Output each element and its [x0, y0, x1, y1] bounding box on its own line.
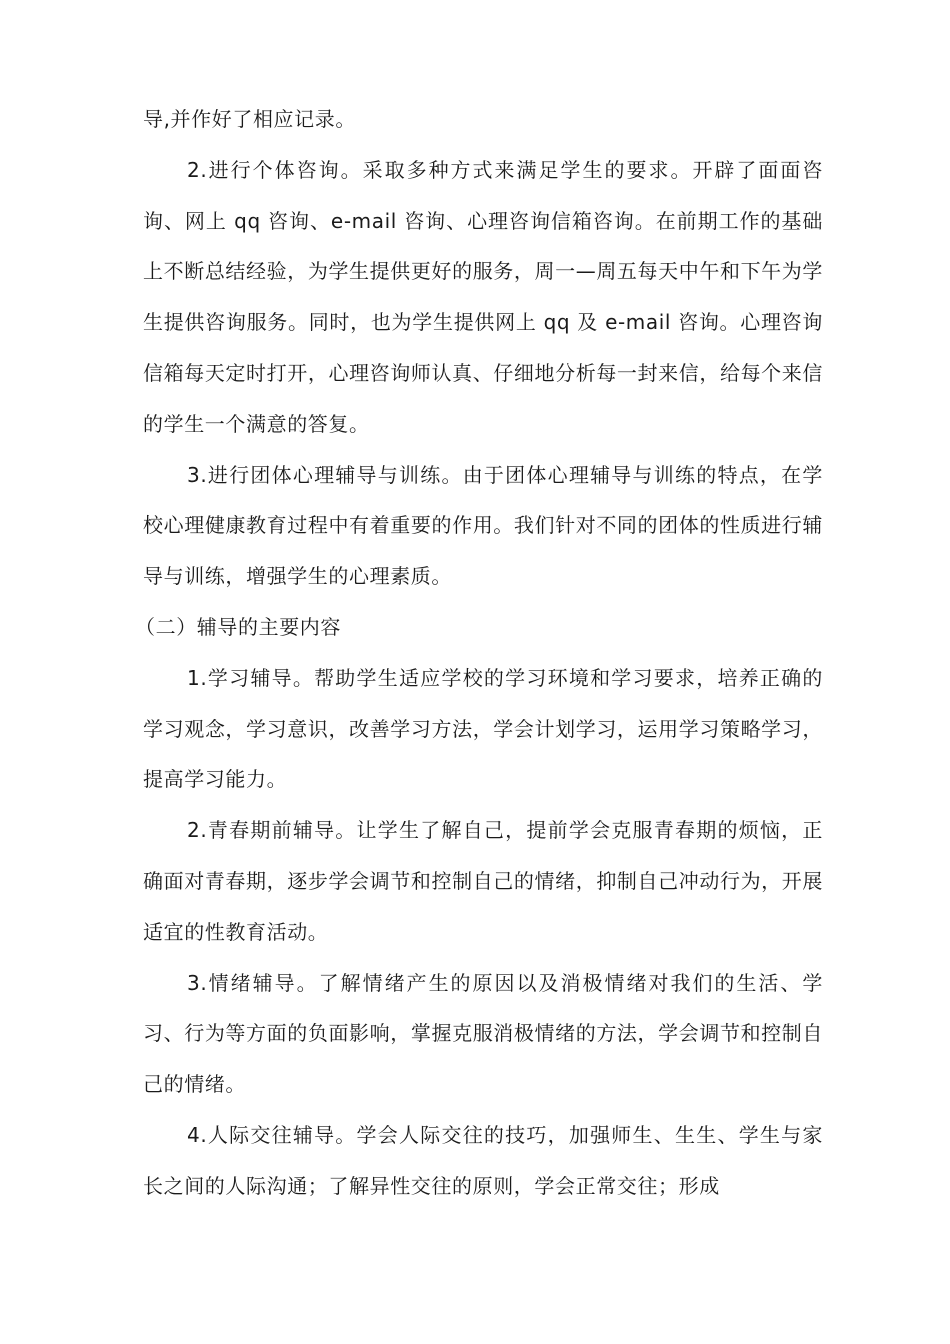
paragraph-interpersonal-guidance: 4.人际交往辅导。学会人际交往的技巧，加强师生、生生、学生与家长之间的人际沟通；了解异性交往的原则，学会正常交往；形成 [143, 1122, 823, 1198]
section-heading-main-content: （二）辅导的主要内容 [135, 614, 341, 639]
paragraph-individual-counseling: 2.进行个体咨询。采取多种方式来满足学生的要求。开辟了面面咨询、网上 qq 咨询、e-mail 咨询、心理咨询信箱咨询。在前期工作的基础上不断总结经验，为学生提供更好的服务，周一—周五每天中午和下午为学生提供咨询服务。同时，也为学生提供网上 qq 及 e-mail 咨询。心理咨询信箱每天定时打开，心理咨询师认真、仔细地分析每一封来信，给每个来信的学生一个满意的答复。 [143, 157, 823, 436]
paragraph-emotion-guidance: 3.情绪辅导。了解情绪产生的原因以及消极情绪对我们的生活、学习、行为等方面的负面影响，掌握克服消极情绪的方法，学会调节和控制自己的情绪。 [143, 970, 823, 1097]
paragraph-group-counseling: 3.进行团体心理辅导与训练。由于团体心理辅导与训练的特点，在学校心理健康教育过程中有着重要的作用。我们针对不同的团体的性质进行辅导与训练，增强学生的心理素质。 [143, 462, 823, 589]
paragraph-study-guidance: 1.学习辅导。帮助学生适应学校的学习环境和学习要求，培养正确的学习观念，学习意识，改善学习方法，学会计划学习，运用学习策略学习，提高学习能力。 [143, 665, 823, 792]
paragraph-adolescence-guidance: 2.青春期前辅导。让学生了解自己，提前学会克服青春期的烦恼，正确面对青春期，逐步学会调节和控制自己的情绪，抑制自己冲动行为，开展适宜的性教育活动。 [143, 818, 823, 944]
document-body [135, 94, 823, 1212]
paragraph-continuation: 导,并作好了相应记录。 [143, 107, 356, 131]
